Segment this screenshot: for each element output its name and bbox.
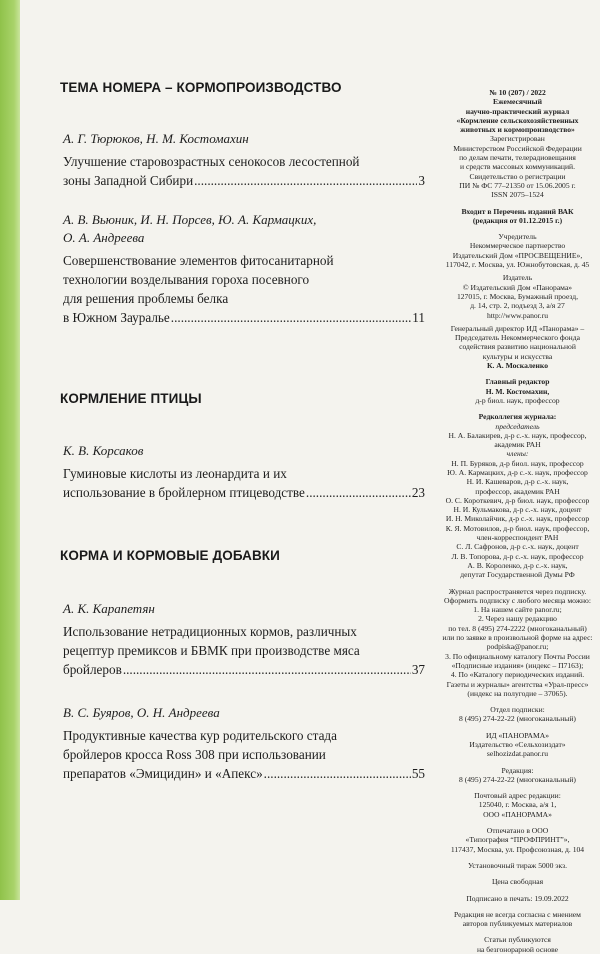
entry-title-line: рецептур премиксов и БВМК при производстве мяса — [63, 643, 360, 658]
imprint-line: Редколлегия журнала: — [478, 412, 557, 422]
board-member: Ю. А. Кармацких, д-р с.-х. наук, профессор — [447, 467, 588, 477]
imprint-line: 117042, г. Москва, ул. Южнобутовская, д. 45 — [445, 260, 590, 270]
imprint-line: 117437, Москва, ул. Профсоюзная, д. 104 — [450, 844, 585, 854]
imprint-line: 1. На нашем сайте panor.ru; — [473, 605, 562, 615]
issue-number: № 10 (207) / 2022 — [489, 88, 546, 97]
toc-section-feeds-additives — [60, 548, 280, 563]
imprint-line: Почтовый адрес редакции: — [474, 791, 561, 801]
board-member: Н. И. Кашеваров, д-р с.-х. наук, — [466, 477, 569, 487]
board-member: А. В. Короленко, д-р с.-х. наук, — [467, 560, 568, 570]
subscription-email[interactable]: podpiska@panor.ru; — [486, 642, 549, 652]
imprint-line: Подписано в печать: 19.09.2022 — [466, 893, 569, 903]
section-title: КОРМЛЕНИЕ ПТИЦЫ — [60, 391, 202, 406]
imprint-line: депутат Государственной Думы РФ — [460, 570, 575, 580]
imprint-line: и средств массовых коммуникаций. — [459, 162, 575, 172]
imprint-line: 3. По официальному каталогу Почты России — [445, 651, 590, 661]
page-number: 55 — [411, 766, 425, 781]
board-member: С. Л. Сафронов, д-р с.-х. наук, доцент — [456, 542, 579, 552]
entry-authors: А. В. Вьюник, И. Н. Порсев, Ю. А. Кармацких, — [63, 212, 317, 227]
board-member: О. С. Короткевич, д-р биол. наук, профессор — [445, 495, 590, 505]
imprint-line: Редакция: — [501, 765, 534, 775]
imprint-line: д-р биол. наук, профессор — [475, 395, 560, 405]
imprint-line: Журнал распространяется через подписку. — [448, 586, 587, 596]
entry-title-line: Гуминовые кислоты из леонардита и их — [63, 466, 287, 481]
imprint-line: Установочный тираж 5000 экз. — [467, 860, 568, 870]
entry-title-line: Продуктивные качества кур родительского стада — [63, 728, 337, 743]
entry-authors: А. Г. Тюрюков, Н. М. Костомахин — [63, 131, 249, 146]
dot-leader — [171, 308, 412, 327]
board-member: Н. П. Буряков, д-р биол. наук, профессор — [451, 458, 584, 468]
imprint-line: 4. По «Каталогу периодических изданий. — [450, 670, 585, 680]
imprint-line: председатель — [495, 421, 540, 431]
imprint-line: культуры и искусства — [482, 351, 553, 361]
entry-title-line: в Южном Зауралье — [63, 310, 170, 325]
imprint-line: ИД «ПАНОРАМА» — [485, 730, 550, 740]
board-member: Н. И. Кульмакова, д-р с.-х. наук, доцент — [453, 505, 582, 515]
entry-title-line: зоны Западной Сибири — [63, 173, 194, 188]
toc-entry[interactable] — [63, 442, 425, 502]
issn: ISSN 2075–1524 — [491, 190, 544, 200]
publisher-url[interactable]: selhozizdat.panor.ru — [486, 749, 549, 759]
imprint-line: 8 (495) 274-22-22 (многоканальный) — [459, 774, 576, 784]
imprint-line: Учредитель — [498, 232, 537, 242]
board-member: Н. А. Балакирев, д-р с.-х. наук, профессор, — [448, 430, 587, 440]
imprint-line: Н. М. Костомахин, — [485, 386, 550, 396]
imprint-line: Свидетельство о регистрации — [469, 171, 566, 181]
entry-title-line: бройлеров — [63, 662, 122, 677]
imprint-line: Зарегистрирован — [490, 134, 545, 144]
imprint-line: академик РАН — [494, 440, 541, 450]
dot-leader — [306, 483, 411, 502]
imprint-line: 8 (495) 274-22-22 (многоканальный) — [459, 714, 576, 724]
imprint-line: 2. Через нашу редакцию — [478, 614, 557, 624]
board-member: К. Я. Мотовилов, д-р биол. наук, профессор, — [445, 523, 590, 533]
imprint-line: на безгонорарной основе — [476, 944, 559, 954]
green-margin-stripe — [0, 0, 20, 900]
imprint-line: Оформить подписку с любого месяца можно: — [444, 595, 591, 605]
imprint-line: Издательский Дом «ПРОСВЕЩЕНИЕ», — [452, 250, 583, 260]
entry-title-line: Улучшение старовозрастных сенокосов лесостепной — [63, 154, 360, 169]
imprint-column — [440, 88, 595, 954]
toc-section-feed-production — [60, 80, 342, 95]
imprint-line: д. 14, стр. 2, подъезд 3, а/я 27 — [470, 301, 565, 311]
entry-last-line — [63, 171, 425, 190]
page-number: 37 — [411, 662, 425, 677]
toc-entry[interactable] — [63, 211, 425, 327]
dot-leader — [194, 171, 417, 190]
section-title: ТЕМА НОМЕРА – КОРМОПРОИЗВОДСТВО — [60, 80, 342, 95]
imprint-line: Генеральный директор ИД «Панорама» – — [450, 323, 585, 333]
imprint-line: К. А. Москаленко — [486, 361, 549, 371]
imprint-line: (редакция от 01.12.2015 г.) — [472, 215, 563, 225]
imprint-line: Цена свободная — [491, 877, 544, 887]
toc-entry[interactable] — [63, 600, 425, 679]
imprint-line: по тел. 8 (495) 274-2222 (многоканальный) — [448, 623, 587, 633]
imprint-line: © Издательский Дом «Панорама» — [462, 282, 573, 292]
entry-authors: В. С. Буяров, О. Н. Андреева — [63, 705, 220, 720]
journal-title: «Кормление сельскохозяйственных — [456, 115, 579, 125]
entry-title-line: Использование нетрадиционных кормов, различных — [63, 624, 357, 639]
board-member: Л. В. Топорова, д-р с.-х. наук, профессор — [451, 551, 584, 561]
page-number: 11 — [412, 310, 425, 325]
imprint-line: Ежемесячный — [493, 97, 542, 107]
imprint-line: содействия развитию национальной — [459, 342, 576, 352]
imprint-line: Статьи публикуются — [484, 935, 551, 945]
entry-title-line: технологии возделывания гороха посевного — [63, 272, 310, 287]
imprint-line: или по заявке в произвольной форме на адрес: — [442, 633, 593, 643]
entry-title-line: использование в бройлерном птицеводстве — [63, 485, 305, 500]
imprint-line: Отдел подписки: — [490, 705, 545, 715]
imprint-line: научно-практический журнал — [465, 106, 570, 116]
dot-leader — [264, 764, 411, 783]
imprint-line: профессор, академик РАН — [475, 486, 560, 496]
imprint-line: Отпечатано в ООО — [486, 826, 549, 836]
imprint-line: авторов публикуемых материалов — [462, 919, 573, 929]
section-title: КОРМА И КОРМОВЫЕ ДОБАВКИ — [60, 548, 280, 563]
imprint-line: Министерством Российской Федерации — [453, 143, 582, 153]
imprint-line: ООО «ПАНОРАМА» — [483, 809, 552, 819]
entry-last-line — [63, 764, 425, 783]
imprint-line: Некоммерческое партнерство — [469, 241, 566, 251]
entry-title-line: бройлеров кросса Ross 308 при использовании — [63, 747, 326, 762]
entry-title-line: препаратов «Эмицидин» и «Апекс» — [63, 766, 263, 781]
imprint-line: Газеты и журналы» агентства «Урал-пресс» — [446, 679, 589, 689]
toc-entry[interactable] — [63, 130, 425, 190]
imprint-line: 125040, г. Москва, а/я 1, — [478, 800, 557, 810]
imprint-line: «Типография “ПРОФПРИНТ”», — [465, 835, 570, 845]
imprint-line: 127015, г. Москва, Бумажный проезд, — [456, 291, 579, 301]
imprint-line: члены: — [506, 449, 529, 459]
imprint-line: (индекс на полугодие – 37065). — [467, 688, 568, 698]
toc-entry[interactable] — [63, 704, 425, 783]
imprint-line: «Подписные издания» (индекс – П7163); — [451, 660, 584, 670]
toc-section-poultry-feeding — [60, 391, 202, 406]
imprint-line: член-корреспондент РАН — [476, 533, 559, 543]
entry-last-line — [63, 660, 425, 679]
entry-authors: К. В. Корсаков — [63, 443, 144, 458]
entry-title-line: для решения проблемы белка — [63, 291, 229, 306]
imprint-line: ПИ № ФС 77–21350 от 15.06.2005 г. — [459, 180, 576, 190]
imprint-line: Редакция не всегда согласна с мнением — [454, 909, 581, 919]
page-number: 3 — [418, 173, 425, 188]
imprint-line: по делам печати, телерадиовещания — [459, 153, 576, 163]
entry-authors: А. К. Карапетян — [63, 601, 155, 616]
entry-last-line — [63, 308, 425, 327]
imprint-line: Главный редактор — [485, 377, 550, 387]
imprint-line: Издательство «Сельхозиздат» — [469, 740, 566, 749]
journal-title: животных и кормопроизводство» — [460, 125, 575, 135]
imprint-line: Председатель Некоммерческого фонда — [455, 333, 580, 343]
dot-leader — [123, 660, 411, 679]
page-number: 23 — [411, 485, 425, 500]
imprint-line: Входит в Перечень изданий ВАК — [461, 206, 574, 216]
entry-last-line — [63, 483, 425, 502]
imprint-line: Издатель — [502, 273, 533, 283]
board-member: И. Н. Миколайчик, д-р с.-х. наук, профессор — [445, 514, 590, 524]
entry-authors: О. А. Андреева — [63, 230, 145, 245]
publisher-url[interactable]: http://www.panor.ru — [486, 310, 549, 320]
entry-title-line: Совершенствование элементов фитосанитарной — [63, 253, 334, 268]
